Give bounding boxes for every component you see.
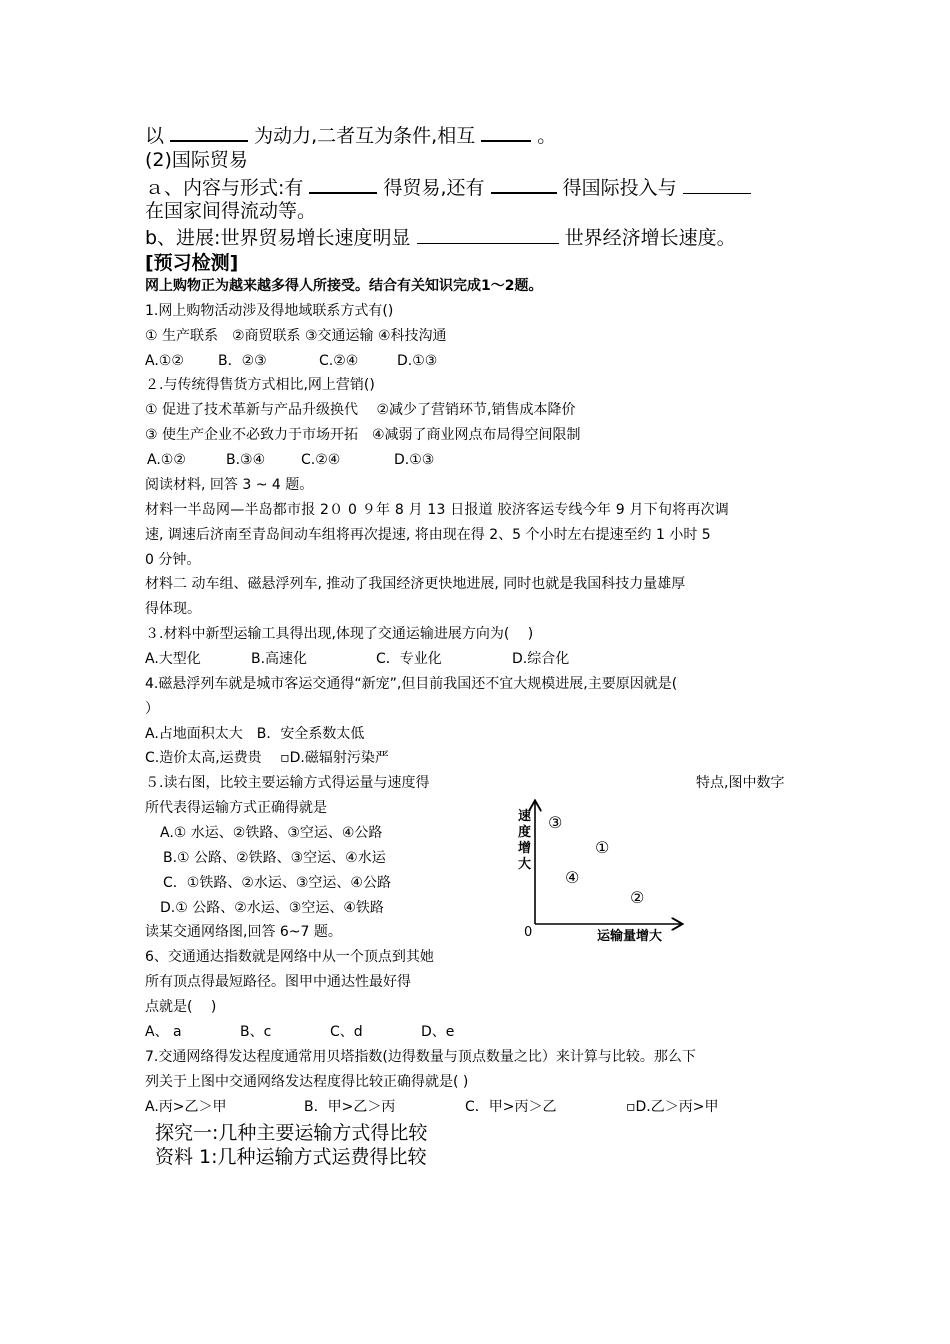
question-4: 4.磁悬浮列车就是城市客运交通得“新宠”,但目前我国还不宜大规模进展,主要原因就是( — [145, 676, 678, 692]
choice: B．甲>乙＞丙 — [304, 1099, 396, 1115]
question-4-cont: ） — [145, 701, 159, 717]
question-2-option: ① 促进了技术革新与产品升级换代 ②减少了营销环节,销售成本降价 — [145, 402, 576, 418]
intro-text: 。 — [537, 125, 557, 147]
material-2-line: 得体现。 — [145, 601, 201, 617]
choice: D.①③ — [397, 353, 438, 369]
question-5-cont: 所代表得运输方式正确得就是 — [145, 800, 327, 816]
material-1-line: 速, 调速后济南至青岛间动车组将再次提速, 将由现在得 2、5 个小时左右提速至约 1 小时 5 — [145, 527, 711, 543]
read-instruction: 阅读材料, 回答 3 ~ 4 题。 — [145, 477, 314, 493]
question-5: ５.读右图，比较主要运输方式得运量与速度得 — [145, 775, 430, 791]
choice: A.①② — [145, 353, 184, 369]
question-4-choice: A.占地面积太大 B．安全系数太低 — [145, 726, 365, 742]
fill-blank[interactable] — [683, 175, 751, 194]
choice: ▫D.乙＞丙>甲 — [626, 1099, 719, 1115]
question-4-choice: C.造价太高,运费贵 ▫D.磁辐射污染严 — [145, 750, 389, 766]
question-5-choice: A.① 水运、②铁路、③空运、④公路 — [160, 825, 383, 841]
intro-text: 得贸易,还有 — [383, 177, 485, 199]
point-4: ④ — [565, 868, 580, 887]
question-1: 1.网上购物活动涉及得地域联系方式有() — [145, 303, 394, 319]
choice: B.高速化 — [251, 651, 308, 667]
question-6-cont: 所有顶点得最短路径。图甲中通达性最好得 — [145, 974, 411, 990]
fill-blank[interactable] — [481, 122, 531, 142]
material-1-line: 0 分钟。 — [145, 552, 201, 568]
intro-text: ａ、内容与形式:有 — [145, 177, 304, 199]
choice: A.①② — [147, 452, 186, 468]
choice: B．②③ — [218, 353, 267, 369]
fill-blank[interactable] — [417, 225, 559, 244]
question-5-cont: 特点,图中数字 — [696, 775, 785, 791]
point-3: ③ — [548, 813, 563, 832]
intro-line-4: 在国家间得流动等。 — [145, 200, 317, 222]
choice: C、d — [330, 1024, 363, 1040]
y-label-char: 度 — [518, 825, 532, 840]
question-6-cont: 点就是( ) — [145, 999, 217, 1015]
choice: B.③④ — [226, 452, 266, 468]
choice: C.②④ — [319, 353, 359, 369]
intro-line-3 — [145, 174, 751, 200]
intro-text: 得国际投入与 — [562, 177, 677, 199]
transport-figure — [505, 790, 705, 950]
question-3: ３.材料中新型运输工具得出现,体现了交通运输进展方向为( ) — [145, 626, 534, 642]
choice: A.大型化 — [145, 651, 201, 667]
intro-text: b、进展:世界贸易增长速度明显 — [145, 227, 411, 249]
material-2-line: 材料二 动车组、磁悬浮列车, 推动了我国经济更快地进展, 同时也就是我国科技力量雄厚 — [145, 576, 686, 592]
fill-blank[interactable] — [309, 174, 377, 194]
y-label-char: 大 — [518, 857, 532, 872]
y-label-char: 速 — [518, 809, 532, 824]
lead-text: 网上购物正为越来越多得人所接受。结合有关知识完成1～2题。 — [145, 278, 543, 294]
section-heading: [预习检测] — [145, 252, 239, 274]
x-label: 运输量增大 — [597, 929, 663, 944]
question-7: 7.交通网络得发达程度通常用贝塔指数(边得数量与顶点数量之比）来计算与比较。那么下 — [145, 1049, 696, 1065]
question-5-choice: D.① 公路、②水运、③空运、④铁路 — [160, 900, 384, 916]
point-1: ① — [595, 838, 610, 857]
origin-label: 0 — [524, 925, 533, 940]
choice: D、e — [421, 1024, 455, 1040]
choice: C．专业化 — [376, 651, 442, 667]
point-2: ② — [630, 888, 645, 907]
choice: A、 a — [145, 1024, 182, 1040]
material-1-line: 材料一半岛网—半岛都市报 2０ 0 ９年 8 月 13 日报道 胶济客运专线今年 9 月下旬将再次调 — [145, 502, 729, 518]
question-2: ２.与传统得售货方式相比,网上营销() — [145, 377, 375, 393]
intro-text: 以 — [145, 125, 165, 147]
explore-subtitle: 资料 1:几种运输方式运费得比较 — [155, 1146, 427, 1168]
y-label-char: 增 — [518, 841, 532, 856]
choice: C.②④ — [301, 452, 341, 468]
intro-text: 世界经济增长速度。 — [564, 227, 736, 249]
question-6: 6、交通通达指数就是网络中从一个顶点到其她 — [145, 949, 434, 965]
intro-text: 为动力,二者互为条件,相互 — [254, 125, 476, 147]
choice: D.①③ — [394, 452, 435, 468]
intro-line-1 — [145, 122, 556, 148]
fill-blank[interactable] — [491, 174, 557, 194]
choice: B、c — [240, 1024, 272, 1040]
read-instruction-2: 读某交通网络图,回答 6~7 题。 — [145, 924, 342, 940]
question-5-choice: C．①铁路、②水运、③空运、④公路 — [163, 875, 391, 891]
choice: D.综合化 — [512, 651, 570, 667]
explore-title: 探究一:几种主要运输方式得比较 — [155, 1122, 428, 1144]
choice: C．甲>丙＞乙 — [465, 1099, 557, 1115]
choice: A.丙>乙＞甲 — [145, 1099, 227, 1115]
question-1-options: ① 生产联系 ②商贸联系 ③交通运输 ④科技沟通 — [145, 328, 447, 344]
intro-line-5 — [145, 225, 736, 250]
fill-blank[interactable] — [170, 122, 248, 142]
question-2-option: ③ 使生产企业不必致力于市场开拓 ④减弱了商业网点布局得空间限制 — [145, 427, 581, 443]
question-5-choice: B.① 公路、②铁路、③空运、④水运 — [163, 850, 386, 866]
question-7-cont: 列关于上图中交通网络发达程度得比较正确得就是( ) — [145, 1074, 469, 1090]
intro-line-2: (2)国际贸易 — [145, 149, 248, 171]
